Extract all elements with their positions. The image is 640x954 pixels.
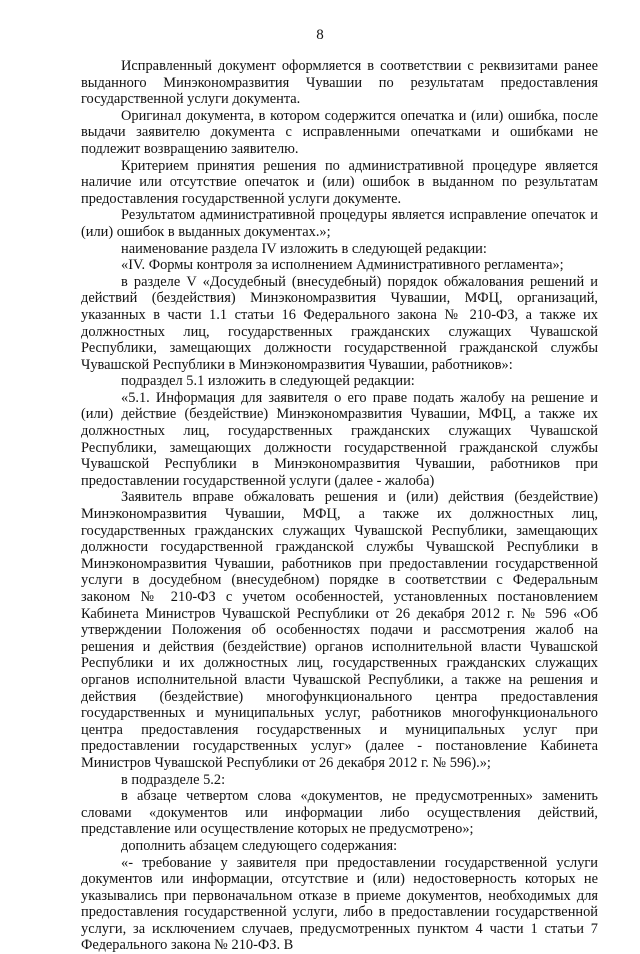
paragraph: «- требование у заявителя при предоставлении государственной услуги документов или информации, отсутствие и (или) недостоверность которых не указывались при первоначальном отказе в приеме документов, необходимых для предоставления государственной услуги, либо в предоставлении государственной услуги, за исключением случаев, предусмотренных пунктом 4 части 1 статьи 7 Федерального закона № 210-ФЗ. В [81,855,598,954]
paragraph: Результатом административной процедуры является исправление опечаток и (или) ошибок в выданных документах.»; [81,207,598,240]
paragraph: «5.1. Информация для заявителя о его праве подать жалобу на решение и (или) действие (бездействие) Минэкономразвития Чувашии, МФЦ, а также их должностных лиц, государственных гражданских служащих Чувашской Республики, замещающих должности государственной гражданской службы Чувашской Республики в Минэкономразвития Чувашии, работников при предоставлении государственной услуги (далее - жалоба) [81,390,598,490]
paragraph: Оригинал документа, в котором содержится опечатка и (или) ошибка, после выдачи заявителю документа с исправленными опечатками и ошибками не подлежит возвращению заявителю. [81,108,598,158]
paragraph: подраздел 5.1 изложить в следующей редакции: [81,373,598,390]
paragraph: дополнить абзацем следующего содержания: [81,838,598,855]
document-body [81,58,598,954]
paragraph: Заявитель вправе обжаловать решения и (или) действия (бездействие) Минэкономразвития Чувашии, МФЦ, а также их должностных лиц, государственных гражданских служащих Чувашской Республики, замещающих должности государственной гражданской службы Чувашской Республики в Минэкономразвития Чувашии, работников при предоставлении государственной услуги в досудебном (внесудебном) порядке в соответствии с Федеральным законом № 210-ФЗ с учетом особенностей, установленных постановлением Кабинета Министров Чувашской Республики от 26 декабря 2012 г. № 596 «Об утверждении Положения об особенностях подачи и рассмотрения жалоб на решения и действия (бездействие) органов исполнительной власти Чувашской Республики и их должностных лиц, государственных гражданских служащих органов исполнительной власти Чувашской Республики, а также на решения и действия (бездействие) многофункционального центра предоставления государственных и муниципальных услуг, работников многофункционального центра предоставления государственных и муниципальных услуг при предоставлении государственных услуг» (далее - постановление Кабинета Министров Чувашской Республики от 26 декабря 2012 г. № 596).»; [81,489,598,771]
paragraph: в разделе V «Досудебный (внесудебный) порядок обжалования решений и действий (бездействия) Минэкономразвития Чувашии, МФЦ, организаций, указанных в части 1.1 статьи 16 Федерального закона № 210-ФЗ, а также их должностных лиц, государственных гражданских служащих Чувашской Республики, замещающих должности государственной гражданской службы Чувашской Республики в Минэкономразвития Чувашии, работников»: [81,274,598,374]
paragraph: Исправленный документ оформляется в соответствии с реквизитами ранее выданного Минэкономразвития Чувашии по результатам предоставления государственной услуги документа. [81,58,598,108]
paragraph: «IV. Формы контроля за исполнением Административного регламента»; [81,257,598,274]
paragraph: в абзаце четвертом слова «документов, не предусмотренных» заменить словами «документов или информации либо осуществления действий, представление или осуществление которых не предусмотрено»; [81,788,598,838]
paragraph: Критерием принятия решения по административной процедуре является наличие или отсутствие опечаток и (или) ошибок в выданном по результатам предоставления государственной услуги документе. [81,158,598,208]
paragraph: наименование раздела IV изложить в следующей редакции: [81,241,598,258]
paragraph: в подразделе 5.2: [81,772,598,789]
page-number: 8 [0,27,640,44]
